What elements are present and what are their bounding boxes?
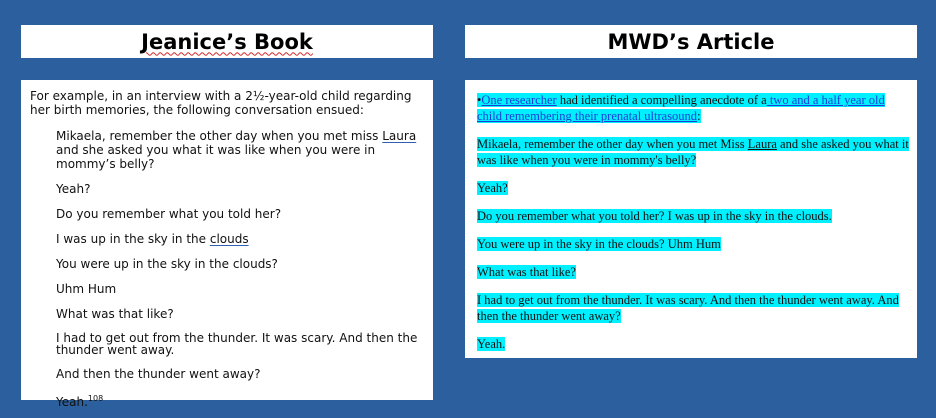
article-intro-end: : (697, 109, 701, 123)
book-quote (56, 129, 425, 409)
article-line-2-text: Yeah? (477, 181, 508, 195)
article-line-4 (477, 236, 909, 252)
right-article-panel (465, 80, 917, 358)
book-line-4-clouds: clouds (209, 232, 249, 246)
book-line-10-text: Yeah. (56, 395, 88, 409)
article-line-5-text: What was that like? (477, 265, 576, 279)
article-line-1 (477, 136, 909, 168)
book-line-9: And then the thunder went away? (56, 367, 261, 381)
book-line-5: You were up in the sky in the clouds? (56, 257, 278, 271)
article-line-3 (477, 208, 909, 224)
book-line-6: Uhm Hum (56, 282, 117, 296)
book-line-8: I had to get out from the thunder. It was scary. And then the thunder went away. (56, 331, 418, 357)
book-line-4 (56, 232, 425, 246)
left-book-panel (21, 80, 433, 409)
right-title: MWD’s Article (607, 29, 775, 54)
book-line-10 (56, 392, 425, 409)
article-intro (477, 92, 909, 124)
article-line-6-text: I had to get out from the thunder. It was scary. And then the thunder went away. And then the thunder went away? (477, 293, 899, 323)
article-line-1-c: and she asked you what it was like when you were in mommy's belly? (477, 137, 909, 167)
book-line-1-a: Mikaela, remember the other day when you met miss (56, 129, 383, 143)
book-line-7: What was that like? (56, 307, 174, 321)
book-line-3: Do you remember what you told her? (56, 207, 282, 221)
left-title: Jeanice’s Book (141, 29, 313, 54)
right-title-box (465, 25, 917, 58)
ultrasound-link[interactable]: two and a half year old child remembering their prenatal ultrasound (477, 93, 885, 123)
footnote-ref: 108 (87, 394, 104, 403)
article-line-1-name: Laura (747, 137, 777, 151)
article-line-1-a: Mikaela, remember the other day when you met Miss (477, 137, 748, 151)
article-line-7-text: Yeah. (477, 337, 506, 351)
book-line-1 (56, 129, 425, 171)
article-intro-mid: had identified a compelling anecdote of a (556, 93, 767, 107)
article-line-7 (477, 336, 909, 352)
article-line-3-text: Do you remember what you told her? I was up in the sky in the clouds. (477, 209, 832, 223)
book-line-4-a: I was up in the sky in the (56, 232, 210, 246)
book-line-1-c: and she asked you what it was like when you were in mommy’s belly? (56, 143, 376, 171)
one-researcher-link[interactable]: One researcher (481, 93, 557, 107)
book-line-2: Yeah? (56, 182, 91, 196)
article-line-5 (477, 264, 909, 280)
article-line-2 (477, 180, 909, 196)
article-line-6 (477, 292, 909, 324)
left-title-box (21, 25, 433, 58)
article-bullet: • (477, 93, 482, 107)
article-line-4-text: You were up in the sky in the clouds? Uhm Hum (477, 237, 721, 251)
book-intro: For example, in an interview with a 2½-year-old child regarding her birth memories, the following conversation ensued: (30, 89, 412, 117)
book-line-1-name: Laura (382, 129, 417, 143)
